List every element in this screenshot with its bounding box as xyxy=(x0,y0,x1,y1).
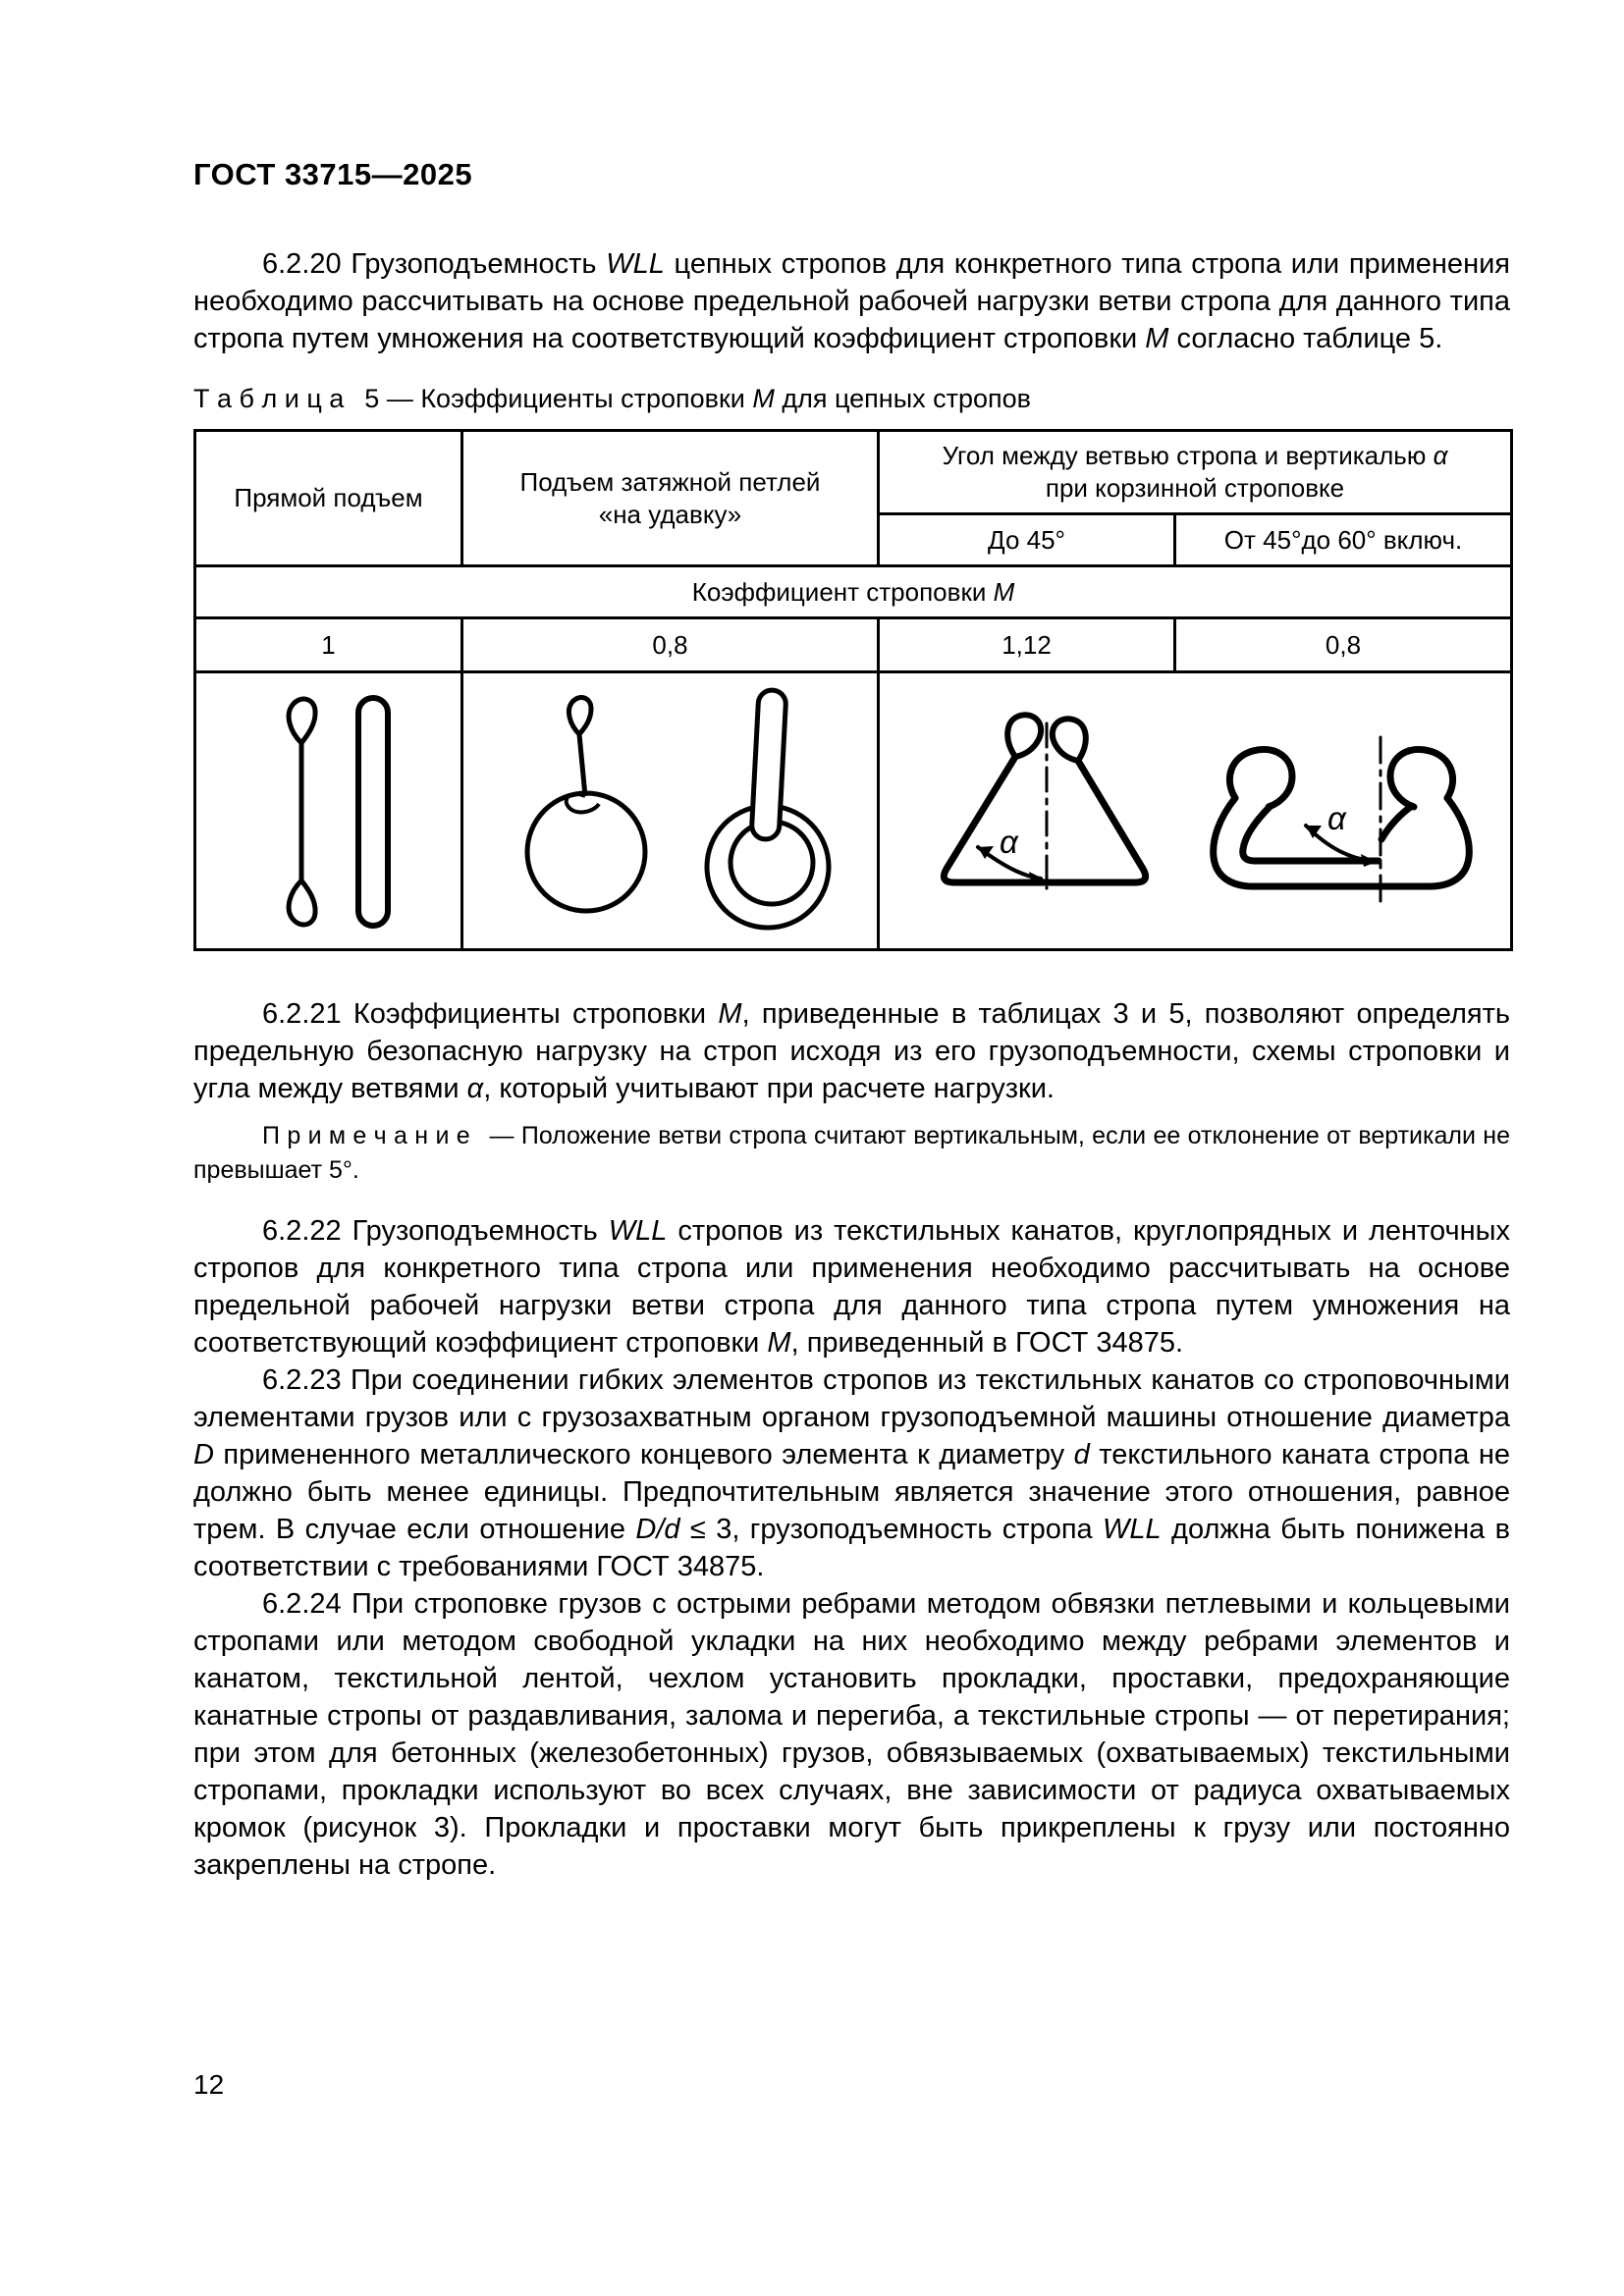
figure-cell-choke-hitch xyxy=(462,672,879,950)
value-45-to-60: 0,8 xyxy=(1175,618,1512,672)
m-coefficient-term: M xyxy=(718,998,742,1030)
value-choke-hitch: 0,8 xyxy=(462,618,879,672)
alpha-symbol: α xyxy=(1433,441,1448,470)
coefficient-row-label xyxy=(195,566,1512,618)
slinging-coefficients-table xyxy=(193,429,1513,951)
choke-knot xyxy=(567,794,599,813)
text-segment: цепных стропов для конкретного типа стропа или применения необходимо рассчитывать на основе предельной рабочей нагрузки ветви стропа для данного типа стропа путем умножения на соответствующий коэффициент строповки xyxy=(193,248,1510,354)
page-number: 12 xyxy=(193,2069,225,2100)
text-segment: должна быть понижена в соответствии с требованиями ГОСТ 34875. xyxy=(193,1514,1510,1582)
eye-sling-top-eye xyxy=(289,699,315,743)
wll-term: WLL xyxy=(606,248,665,280)
text-segment: 6.2.23 При соединении гибких элементов стропов из текстильных канатов со строповочными элементами грузов или с грузозахватным органом грузоподъемной машины отношение диаметра xyxy=(193,1364,1510,1433)
caption-rest: для цепных стропов xyxy=(774,384,1032,413)
alpha-label-right: α xyxy=(1327,800,1346,836)
wll-term: WLL xyxy=(608,1215,668,1247)
ratio-term: D/d xyxy=(635,1514,680,1545)
text-segment: стропов из текстильных канатов, круглопрядных и ленточных стропов для конкретного типа стропа или применения необходимо рассчитывать на основе предельной рабочей нагрузки ветви стропа для данного типа стропа путем умножения на соответствующий коэффициент строповки xyxy=(193,1215,1510,1359)
paragraph-6-2-22 xyxy=(193,1212,1510,1362)
caption-label: Т а б л и ц а 5 — Коэффициенты строповки xyxy=(193,384,753,413)
note-paragraph: П р и м е ч а н и е — Положение ветви стропа считают вертикальным, если ее отклонение от вертикали не превышает 5°. xyxy=(193,1122,1517,1184)
straight-lift-slings-drawing xyxy=(206,680,467,941)
paragraph-6-2-20 xyxy=(193,245,1510,357)
header-cell-choke-hitch xyxy=(462,431,879,566)
header-cell-angle xyxy=(879,431,1512,514)
header-cell-direct-lift: Прямой подъем xyxy=(195,431,462,566)
value-upto-45: 1,12 xyxy=(879,618,1175,672)
basket-endless-ear-left xyxy=(1229,749,1292,807)
paragraph-6-2-24: 6.2.24 При строповке грузов с острыми ребрами методом обвязки петлевыми и кольцевыми стропами или методом свободной укладки на них необходимо между ребрами элементов и канатом, текстильной лентой, чехлом установить прокладки, проставки, предохраняющие канатные стропы от раздавливания, залома и перегиба, а текстильные стропы — от перетирания; при этом для бетонных (железобетонных) грузов, обвязываемых (охватываемых) текстильными стропами, прокладки используют во всех случаях, вне зависимости от радиуса охватываемых кромок (рисунок 3). Прокладки и проставки могут быть прикреплены к грузу или постоянно закреплены на стропе. xyxy=(193,1588,1510,1881)
m-coefficient-term: M xyxy=(767,1327,791,1359)
m-coefficient-term: M xyxy=(1145,323,1169,354)
alpha-label-left: α xyxy=(1000,824,1018,860)
paragraph-6-2-23 xyxy=(193,1362,1510,1585)
basket-eye-sling-body xyxy=(944,757,1145,882)
basket-endless-ear-right xyxy=(1390,749,1453,807)
diameter-d-term: d xyxy=(1073,1439,1090,1470)
standard-number-heading: ГОСТ 33715—2025 xyxy=(193,157,473,191)
value-direct-lift: 1 xyxy=(195,618,462,672)
text-segment: 6.2.22 Грузоподъемность xyxy=(262,1215,609,1247)
angle-text: Угол между ветвью стропа и вертикалью xyxy=(942,441,1434,470)
table-5-caption xyxy=(193,383,1510,414)
basket-hitch-drawing xyxy=(890,680,1518,941)
endless-choke-loop xyxy=(751,689,786,839)
text-segment: 6.2.21 Коэффициенты строповки xyxy=(262,998,719,1030)
coef-label: Коэффициент строповки xyxy=(691,576,994,607)
header-cell-upto-45: До 45° xyxy=(879,514,1175,566)
header-cell-45-to-60: От 45°до 60° включ. xyxy=(1175,514,1512,566)
eye-sling-bottom-eye xyxy=(289,881,315,925)
choke-rope xyxy=(579,734,585,796)
figure-cell-basket-hitch xyxy=(879,672,1512,950)
text-segment: , приведенный в ГОСТ 34875. xyxy=(790,1327,1184,1359)
m-coefficient-term: M xyxy=(752,384,775,413)
choke-top-eye xyxy=(568,698,591,734)
text-segment: , который учитывают при расчете нагрузки. xyxy=(483,1073,1055,1104)
basket-eye-left xyxy=(1007,715,1041,757)
text-segment: ≤ 3, грузоподъемность стропа xyxy=(679,1514,1104,1545)
text-segment: согласно таблице 5. xyxy=(1168,323,1443,354)
m-coefficient-term: M xyxy=(993,576,1015,607)
endless-sling-loop xyxy=(358,698,388,926)
basket-eye-right xyxy=(1053,719,1086,761)
basket-endless-inner-right xyxy=(1381,806,1412,839)
figure-cell-direct-lift xyxy=(195,672,462,950)
text-segment: примененного металлического концевого элемента к диаметру xyxy=(213,1439,1074,1470)
text-segment: , приведенные в таблицах 3 и 5, позволяют определять предельную безопасную нагрузку на строп исходя из его грузоподъемности, схемы строповки и угла между ветвями xyxy=(193,998,1511,1104)
page-content xyxy=(193,157,1517,1884)
choke-hitch-drawing xyxy=(473,680,886,941)
wll-term: WLL xyxy=(1103,1514,1162,1545)
text-segment: текстильного каната стропа не должно быть менее единицы. Предпочтительным является значение этого отношения, равное трем. В случае если отношение xyxy=(193,1439,1510,1545)
text-segment: 6.2.20 Грузоподъемность xyxy=(262,248,607,280)
choke-line2: «на удавку» xyxy=(598,499,742,529)
angle-text-2: при корзинной строповке xyxy=(1045,473,1345,503)
alpha-symbol: α xyxy=(466,1073,484,1104)
choke-line1: Подъем затяжной петлей xyxy=(519,466,821,497)
paragraph-6-2-21 xyxy=(193,995,1510,1107)
diameter-D-term: D xyxy=(193,1439,214,1470)
